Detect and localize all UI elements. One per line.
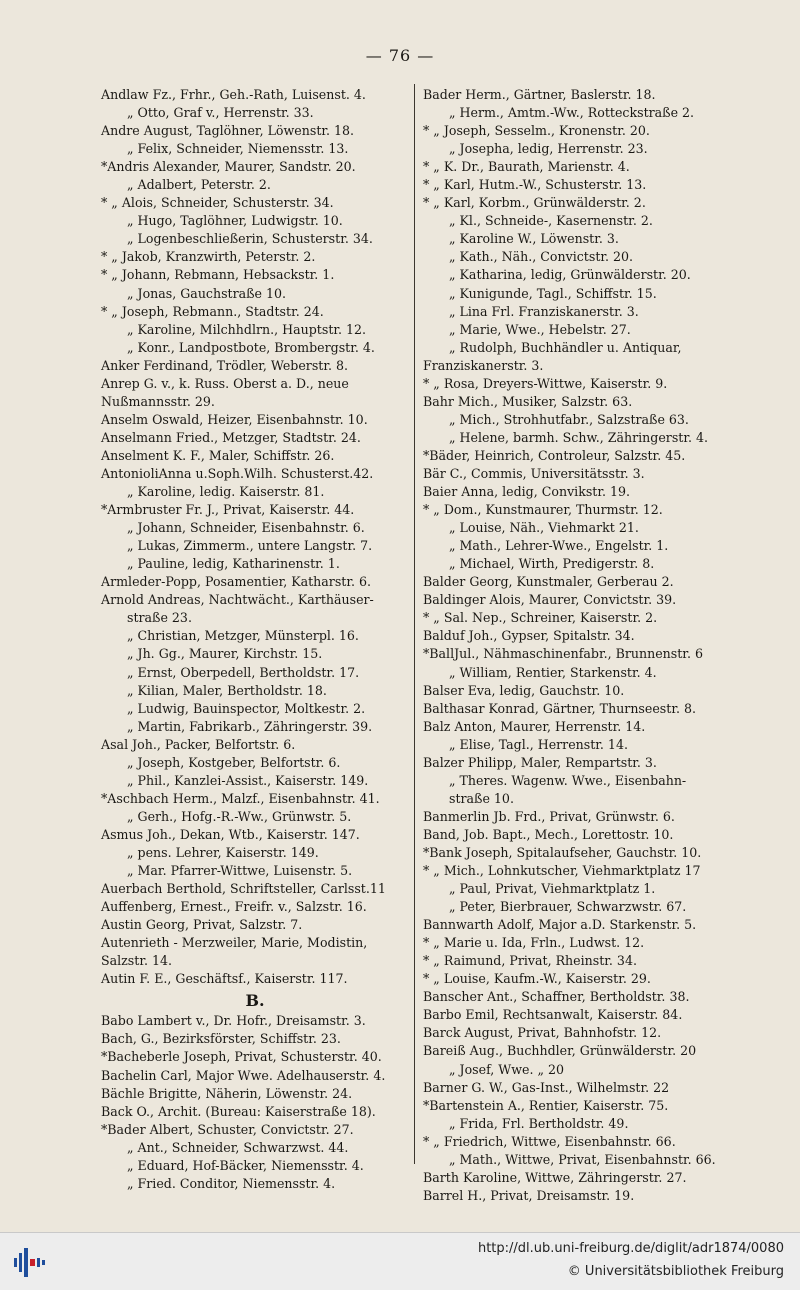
directory-entry: „ Ernst, Oberpedell, Bertholdstr. 17. [127, 664, 360, 680]
copyright-notice: © Universitätsbibliothek Freiburg [567, 1264, 784, 1279]
directory-entry: „ Rudolph, Buchhändler u. Antiquar, [449, 339, 682, 355]
page-number: — 76 — [365, 46, 435, 65]
directory-entry: „ Mar. Pfarrer-Wittwe, Luisenstr. 5. [127, 863, 353, 879]
directory-entry: Baldinger Alois, Maurer, Convictstr. 39. [423, 592, 677, 608]
directory-entry: * „ Rosa, Dreyers-Wittwe, Kaiserstr. 9. [423, 375, 668, 391]
directory-entry: „ Ludwig, Bauinspector, Moltkestr. 2. [127, 700, 366, 716]
directory-entry: „ Helene, barmh. Schw., Zähringerstr. 4. [449, 429, 708, 445]
directory-entry: Balz Anton, Maurer, Herrenstr. 14. [423, 718, 646, 734]
directory-entry: „ Lina Frl. Franziskanerstr. 3. [449, 303, 639, 319]
directory-entry: Anrep G. v., k. Russ. Oberst a. D., neue [101, 375, 349, 391]
directory-entry: *Armbruster Fr. J., Privat, Kaiserstr. 44. [101, 502, 355, 518]
directory-entry: Nußmannsstr. 29. [101, 393, 215, 409]
directory-entry: Barck August, Privat, Bahnhofstr. 12. [423, 1025, 662, 1041]
directory-entry: * „ Karl, Hutm.-W., Schusterstr. 13. [423, 177, 647, 193]
directory-entry: „ Jonas, Gauchstraße 10. [127, 285, 287, 301]
directory-entry: „ Hugo, Taglöhner, Ludwigstr. 10. [127, 213, 343, 229]
directory-entry: *Bacheberle Joseph, Privat, Schusterstr. 40. [101, 1049, 382, 1065]
directory-entry: *Bader Albert, Schuster, Convictstr. 27. [101, 1121, 354, 1137]
directory-entry: Bär C., Commis, Universitätsstr. 3. [423, 465, 645, 481]
directory-entry: straße 23. [127, 610, 192, 626]
directory-entry: *Aschbach Herm., Malzf., Eisenbahnstr. 41. [101, 790, 380, 806]
directory-entry: Balthasar Konrad, Gärtner, Thurnseestr. 8. [423, 700, 696, 716]
directory-entry: Balzer Philipp, Maler, Rempartstr. 3. [423, 754, 657, 770]
left-column [101, 86, 409, 1193]
directory-entry: Back O., Archit. (Bureau: Kaiserstraße 18). [101, 1103, 376, 1119]
directory-entry: Balduf Joh., Gypser, Spitalstr. 34. [423, 628, 635, 644]
directory-entry: Banscher Ant., Schaffner, Bertholdstr. 38. [423, 989, 690, 1005]
directory-entry: „ Felix, Schneider, Niemensstr. 13. [127, 141, 349, 157]
directory-entry: Anselm Oswald, Heizer, Eisenbahnstr. 10. [101, 411, 368, 427]
directory-entry: *Bäder, Heinrich, Controleur, Salzstr. 45. [423, 447, 686, 463]
directory-entry: * „ Marie u. Ida, Frln., Ludwst. 12. [423, 935, 645, 951]
directory-entry: straße 10. [449, 790, 514, 806]
directory-entry: Salzstr. 14. [101, 953, 172, 969]
directory-entry: „ Paul, Privat, Viehmarktplatz 1. [449, 881, 656, 897]
directory-entry: * „ Karl, Korbm., Grünwälderstr. 2. [423, 195, 646, 211]
directory-entry: „ Pauline, ledig, Katharinenstr. 1. [127, 556, 340, 572]
directory-entry: „ Peter, Bierbrauer, Schwarzwstr. 67. [449, 899, 687, 915]
directory-entry: Bächle Brigitte, Näherin, Löwenstr. 24. [101, 1085, 353, 1101]
directory-entry: Bader Herm., Gärtner, Baslerstr. 18. [423, 87, 656, 102]
directory-entry: *Bank Joseph, Spitalaufseher, Gauchstr. 10. [423, 844, 702, 860]
document-url-link[interactable]: http://dl.ub.uni-freiburg.de/diglit/adr1874/0080 [477, 1241, 784, 1256]
directory-entry: *BallJul., Nähmaschinenfabr., Brunnenstr. 6 [423, 646, 703, 662]
directory-entry: * „ Friedrich, Wittwe, Eisenbahnstr. 66. [423, 1133, 676, 1149]
directory-entry: *Andris Alexander, Maurer, Sandstr. 20. [101, 159, 356, 175]
directory-entry: Barrel H., Privat, Dreisamstr. 19. [423, 1187, 635, 1203]
directory-entry: „ Kilian, Maler, Bertholdstr. 18. [127, 682, 327, 698]
directory-entry: * „ Sal. Nep., Schreiner, Kaiserstr. 2. [423, 610, 658, 626]
directory-entry: * „ Raimund, Privat, Rheinstr. 34. [423, 953, 637, 969]
directory-entry: Armleder-Popp, Posamentier, Katharstr. 6. [101, 574, 372, 590]
directory-entry: „ Logenbeschließerin, Schusterstr. 34. [127, 231, 373, 247]
directory-entry: „ Josef, Wwe. „ 20 [449, 1061, 565, 1077]
right-column [423, 86, 740, 1205]
directory-entry: Band, Job. Bapt., Mech., Lorettostr. 10. [423, 826, 674, 842]
directory-entry: Asal Joh., Packer, Belfortstr. 6. [101, 736, 296, 752]
directory-entry: „ Josepha, ledig, Herrenstr. 23. [449, 141, 648, 157]
directory-entry: * „ Dom., Kunstmaurer, Thurmstr. 12. [423, 502, 663, 518]
directory-entry: * „ Joseph, Sesselm., Kronenstr. 20. [423, 123, 650, 139]
directory-entry: Barbo Emil, Rechtsanwalt, Kaiserstr. 84. [423, 1007, 683, 1023]
ub-freiburg-logo-icon [10, 1242, 50, 1282]
directory-entry: „ Elise, Tagl., Herrenstr. 14. [449, 736, 628, 752]
directory-entry: * „ Louise, Kaufm.-W., Kaiserstr. 29. [423, 971, 651, 987]
directory-entry: „ Herm., Amtm.-Ww., Rotteckstraße 2. [449, 105, 695, 121]
directory-entry: Auffenberg, Ernest., Freifr. v., Salzstr. 16. [101, 899, 367, 915]
directory-entry: Auerbach Berthold, Schriftsteller, Carlsst.11 [101, 881, 386, 897]
directory-entry: Barth Karoline, Wittwe, Zähringerstr. 27. [423, 1169, 687, 1185]
directory-entry: Anselment K. F., Maler, Schiffstr. 26. [101, 447, 335, 463]
directory-entry: Babo Lambert v., Dr. Hofr., Dreisamstr. 3. [101, 1013, 366, 1029]
directory-entry: „ Martin, Fabrikarb., Zähringerstr. 39. [127, 718, 373, 734]
directory-entry: „ Theres. Wagenw. Wwe., Eisenbahn- [449, 772, 687, 788]
directory-entry: Arnold Andreas, Nachtwächt., Karthäuser- [101, 592, 374, 608]
directory-entry: Autin F. E., Geschäftsf., Kaiserstr. 117. [101, 971, 348, 987]
directory-entry: „ Jh. Gg., Maurer, Kirchstr. 15. [127, 646, 323, 662]
directory-entry: „ Ant., Schneider, Schwarzwst. 44. [127, 1139, 349, 1155]
directory-entry: „ Mich., Strohhutfabr., Salzstraße 63. [449, 411, 689, 427]
directory-entry: Anker Ferdinand, Trödler, Weberstr. 8. [101, 357, 348, 373]
directory-entry: „ Frida, Frl. Bertholdstr. 49. [449, 1115, 629, 1131]
section-heading: B. [245, 991, 265, 1011]
directory-entry: „ Michael, Wirth, Predigerstr. 8. [449, 556, 655, 572]
directory-entry: „ Louise, Näh., Viehmarkt 21. [449, 520, 639, 536]
directory-entry: * „ Mich., Lohnkutscher, Viehmarktplatz 17 [423, 863, 701, 879]
directory-entry: Bannwarth Adolf, Major a.D. Starkenstr. 5. [423, 917, 697, 933]
directory-entry: Asmus Joh., Dekan, Wtb., Kaiserstr. 147. [101, 826, 360, 842]
directory-entry: Austin Georg, Privat, Salzstr. 7. [101, 917, 303, 933]
directory-entry: * „ Alois, Schneider, Schusterstr. 34. [101, 195, 334, 211]
directory-entry: „ Math., Lehrer-Wwe., Engelstr. 1. [449, 538, 669, 554]
directory-entry: „ Joseph, Kostgeber, Belfortstr. 6. [127, 754, 341, 770]
directory-entry: „ Math., Wittwe, Privat, Eisenbahnstr. 66. [449, 1151, 716, 1167]
directory-entry: „ William, Rentier, Starkenstr. 4. [449, 664, 657, 680]
directory-entry: „ Karoline W., Löwenstr. 3. [449, 231, 619, 247]
directory-entry: Bareiß Aug., Buchhdler, Grünwälderstr. 20 [423, 1043, 697, 1059]
directory-entry: „ Konr., Landpostbote, Brombergstr. 4. [127, 339, 375, 355]
directory-entry: Balser Eva, ledig, Gauchstr. 10. [423, 682, 625, 698]
directory-entry: „ Kunigunde, Tagl., Schiffstr. 15. [449, 285, 657, 301]
directory-entry: * „ Jakob, Kranzwirth, Peterstr. 2. [101, 249, 316, 265]
directory-entry: „ Karoline, ledig. Kaiserstr. 81. [127, 484, 325, 500]
directory-entry: „ Otto, Graf v., Herrenstr. 33. [127, 105, 314, 121]
column-divider [414, 84, 415, 1164]
directory-entry: „ Christian, Metzger, Münsterpl. 16. [127, 628, 359, 644]
directory-entry: „ Phil., Kanzlei-Assist., Kaiserstr. 149. [127, 772, 369, 788]
directory-entry: „ Adalbert, Peterstr. 2. [127, 177, 271, 193]
directory-entry: Andlaw Fz., Frhr., Geh.-Rath, Luisenst. 4. [101, 87, 366, 102]
directory-entry: „ Marie, Wwe., Hebelstr. 27. [449, 321, 631, 337]
directory-entry: Banmerlin Jb. Frd., Privat, Grünwstr. 6. [423, 808, 675, 824]
directory-entry: AntonioliAnna u.Soph.Wilh. Schusterst.42. [101, 465, 374, 481]
directory-entry: Bachelin Carl, Major Wwe. Adelhauserstr. 4. [101, 1067, 386, 1083]
directory-entry: * „ Johann, Rebmann, Hebsackstr. 1. [101, 267, 335, 283]
directory-entry: „ pens. Lehrer, Kaiserstr. 149. [127, 844, 319, 860]
directory-entry: Andre August, Taglöhner, Löwenstr. 18. [101, 123, 355, 139]
directory-entry: „ Karoline, Milchhdlrn., Hauptstr. 12. [127, 321, 367, 337]
directory-entry: „ Fried. Conditor, Niemensstr. 4. [127, 1175, 336, 1191]
directory-entry: Autenrieth - Merzweiler, Marie, Modistin, [101, 935, 368, 951]
directory-entry: Bahr Mich., Musiker, Salzstr. 63. [423, 393, 633, 409]
directory-entry: * „ Joseph, Rebmann., Stadtstr. 24. [101, 303, 324, 319]
directory-entry: Barner G. W., Gas-Inst., Wilhelmstr. 22 [423, 1079, 670, 1095]
footer-bar [0, 1232, 800, 1290]
directory-entry: „ Kl., Schneide-, Kasernenstr. 2. [449, 213, 653, 229]
directory-entry: *Bartenstein A., Rentier, Kaiserstr. 75. [423, 1097, 669, 1113]
directory-entry: „ Johann, Schneider, Eisenbahnstr. 6. [127, 520, 365, 536]
directory-entry: Baier Anna, ledig, Convikstr. 19. [423, 484, 631, 500]
directory-entry: „ Gerh., Hofg.-R.-Ww., Grünwstr. 5. [127, 808, 352, 824]
directory-entry: * „ K. Dr., Baurath, Marienstr. 4. [423, 159, 630, 175]
directory-entry: Anselmann Fried., Metzger, Stadtstr. 24. [101, 429, 361, 445]
directory-entry: „ Eduard, Hof-Bäcker, Niemensstr. 4. [127, 1157, 364, 1173]
directory-entry: „ Lukas, Zimmerm., untere Langstr. 7. [127, 538, 373, 554]
directory-entry: Bach, G., Bezirksförster, Schiffstr. 23. [101, 1031, 341, 1047]
directory-entry: „ Kath., Näh., Convictstr. 20. [449, 249, 634, 265]
directory-entry: Franziskanerstr. 3. [423, 357, 544, 373]
directory-entry: „ Katharina, ledig, Grünwälderstr. 20. [449, 267, 691, 283]
directory-entry: Balder Georg, Kunstmaler, Gerberau 2. [423, 574, 674, 590]
